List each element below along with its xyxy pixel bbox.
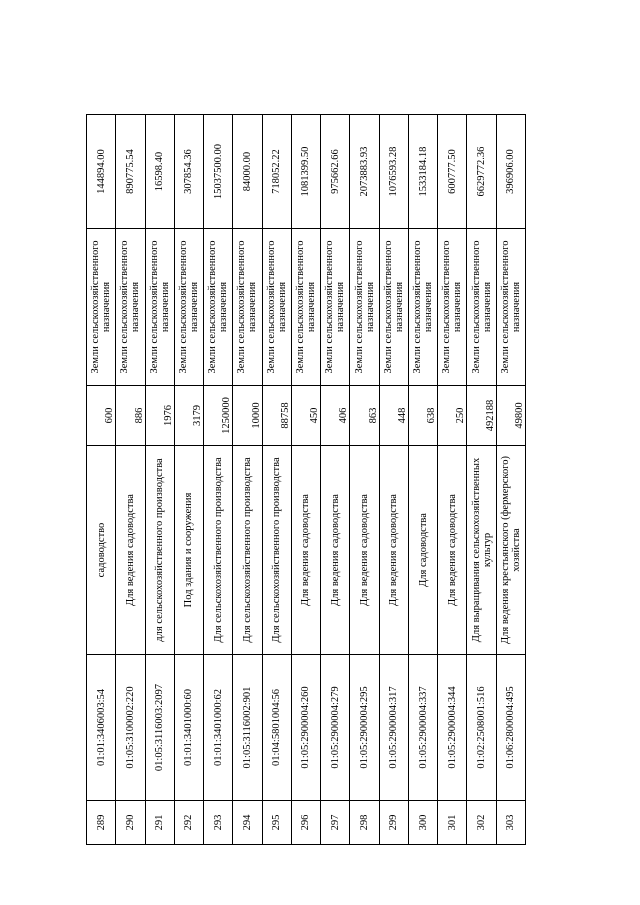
table-row: [116, 115, 145, 845]
land-category-cell: Земли сельскохозяйственного назначения: [467, 229, 496, 386]
cadastral-number-cell: 01:02:2508001:516: [467, 655, 496, 801]
table-row: [174, 115, 203, 845]
row-number-cell: 296: [291, 801, 320, 845]
row-number-cell: 295: [262, 801, 291, 845]
permitted-use-cell: Для сельскохозяйственного производства: [262, 446, 291, 655]
row-number-cell: 298: [350, 801, 379, 845]
land-category-cell: Земли сельскохозяйственного назначения: [87, 229, 116, 386]
land-category-cell: Земли сельскохозяйственного назначения: [496, 229, 525, 386]
permitted-use-cell: Для сельскохозяйственного производства: [233, 446, 262, 655]
table-row: [262, 115, 291, 845]
table-row: [321, 115, 350, 845]
cadastral-number-cell: 01:01:3401000:60: [174, 655, 203, 801]
table-row: [233, 115, 262, 845]
land-category-cell: Земли сельскохозяйственного назначения: [174, 229, 203, 386]
area-cell: 1976: [145, 386, 174, 446]
row-number-cell: 290: [116, 801, 145, 845]
cadastral-number-cell: 01:06:2800004:495: [496, 655, 525, 801]
row-number-cell: 293: [204, 801, 233, 845]
permitted-use-cell: Для ведения садоводства: [379, 446, 408, 655]
cadastral-value-cell: 307854.36: [174, 115, 203, 229]
area-cell: 448: [379, 386, 408, 446]
cadastral-number-cell: 01:05:2900004:317: [379, 655, 408, 801]
land-category-cell: Земли сельскохозяйственного назначения: [204, 229, 233, 386]
area-cell: 250: [438, 386, 467, 446]
cadastral-value-cell: 144894.00: [87, 115, 116, 229]
table-row: [291, 115, 320, 845]
permitted-use-cell: Для ведения садоводства: [291, 446, 320, 655]
row-number-cell: 301: [438, 801, 467, 845]
permitted-use-cell: для сельскохозяйственного производства: [145, 446, 174, 655]
table-row: [87, 115, 116, 845]
area-cell: 49800: [496, 386, 525, 446]
permitted-use-cell: Для ведения садоводства: [438, 446, 467, 655]
cadastral-value-cell: 718052.22: [262, 115, 291, 229]
permitted-use-cell: Для ведения садоводства: [350, 446, 379, 655]
cadastral-value-cell: 16598.40: [145, 115, 174, 229]
cadastral-value-cell: 6629772.36: [467, 115, 496, 229]
rotated-table-wrapper: [86, 115, 526, 845]
land-category-cell: Земли сельскохозяйственного назначения: [321, 229, 350, 386]
table-row: [145, 115, 174, 845]
permitted-use-cell: Для сельскохозяйственного производства: [204, 446, 233, 655]
area-cell: 3179: [174, 386, 203, 446]
cadastral-value-cell: 84000.00: [233, 115, 262, 229]
cadastral-number-cell: 01:05:3116003:2097: [145, 655, 174, 801]
table-body: [87, 115, 526, 845]
land-category-cell: Земли сельскохозяйственного назначения: [379, 229, 408, 386]
cadastral-number-cell: 01:05:3100002:220: [116, 655, 145, 801]
row-number-cell: 302: [467, 801, 496, 845]
table-row: [379, 115, 408, 845]
cadastral-value-cell: 1076593.28: [379, 115, 408, 229]
land-category-cell: Земли сельскохозяйственного назначения: [233, 229, 262, 386]
cadastral-number-cell: 01:05:2900004:295: [350, 655, 379, 801]
table-row: [408, 115, 437, 845]
cadastral-value-cell: 890775.54: [116, 115, 145, 229]
cadastral-number-cell: 01:05:2900004:260: [291, 655, 320, 801]
permitted-use-cell: Для ведения садоводства: [321, 446, 350, 655]
permitted-use-cell: Для ведения садоводства: [116, 446, 145, 655]
area-cell: 638: [408, 386, 437, 446]
permitted-use-cell: Для ведения крестьянского (фермерского) хозяйства: [496, 446, 525, 655]
cadastral-value-cell: 600777.50: [438, 115, 467, 229]
cadastral-number-cell: 01:05:2900004:337: [408, 655, 437, 801]
area-cell: 600: [87, 386, 116, 446]
cadastral-number-cell: 01:04:5801004:56: [262, 655, 291, 801]
cadastral-value-cell: 1081399.50: [291, 115, 320, 229]
table-row: [467, 115, 496, 845]
land-category-cell: Земли сельскохозяйственного назначения: [291, 229, 320, 386]
land-plots-table: [86, 114, 526, 845]
land-category-cell: Земли сельскохозяйственного назначения: [350, 229, 379, 386]
cadastral-value-cell: 975662.66: [321, 115, 350, 229]
area-cell: 863: [350, 386, 379, 446]
row-number-cell: 291: [145, 801, 174, 845]
row-number-cell: 294: [233, 801, 262, 845]
row-number-cell: 292: [174, 801, 203, 845]
cadastral-number-cell: 01:05:2900004:279: [321, 655, 350, 801]
cadastral-value-cell: 1533184.18: [408, 115, 437, 229]
land-category-cell: Земли сельскохозяйственного назначения: [262, 229, 291, 386]
area-cell: 886: [116, 386, 145, 446]
table-row: [204, 115, 233, 845]
area-cell: 10000: [233, 386, 262, 446]
area-cell: 406: [321, 386, 350, 446]
cadastral-number-cell: 01:05:2900004:344: [438, 655, 467, 801]
permitted-use-cell: Под здания и сооружения: [174, 446, 203, 655]
permitted-use-cell: Для выращивания сельскохозяйственных культур: [467, 446, 496, 655]
land-category-cell: Земли сельскохозяйственного назначения: [438, 229, 467, 386]
land-category-cell: Земли сельскохозяйственного назначения: [116, 229, 145, 386]
table-row: [350, 115, 379, 845]
cadastral-number-cell: 01:01:3401000:62: [204, 655, 233, 801]
cadastral-number-cell: 01:01:3406003:54: [87, 655, 116, 801]
permitted-use-cell: Для садоводства: [408, 446, 437, 655]
cadastral-value-cell: 2073883.93: [350, 115, 379, 229]
land-category-cell: Земли сельскохозяйственного назначения: [408, 229, 437, 386]
area-cell: 1250000: [204, 386, 233, 446]
row-number-cell: 297: [321, 801, 350, 845]
row-number-cell: 300: [408, 801, 437, 845]
area-cell: 450: [291, 386, 320, 446]
row-number-cell: 299: [379, 801, 408, 845]
cadastral-value-cell: 396906.00: [496, 115, 525, 229]
cadastral-number-cell: 01:05:3116002:901: [233, 655, 262, 801]
land-category-cell: Земли сельскохозяйственного назначения: [145, 229, 174, 386]
permitted-use-cell: садоводство: [87, 446, 116, 655]
row-number-cell: 303: [496, 801, 525, 845]
area-cell: 492188: [467, 386, 496, 446]
area-cell: 88758: [262, 386, 291, 446]
row-number-cell: 289: [87, 801, 116, 845]
table-row: [496, 115, 525, 845]
cadastral-value-cell: 15037500.00: [204, 115, 233, 229]
table-row: [438, 115, 467, 845]
